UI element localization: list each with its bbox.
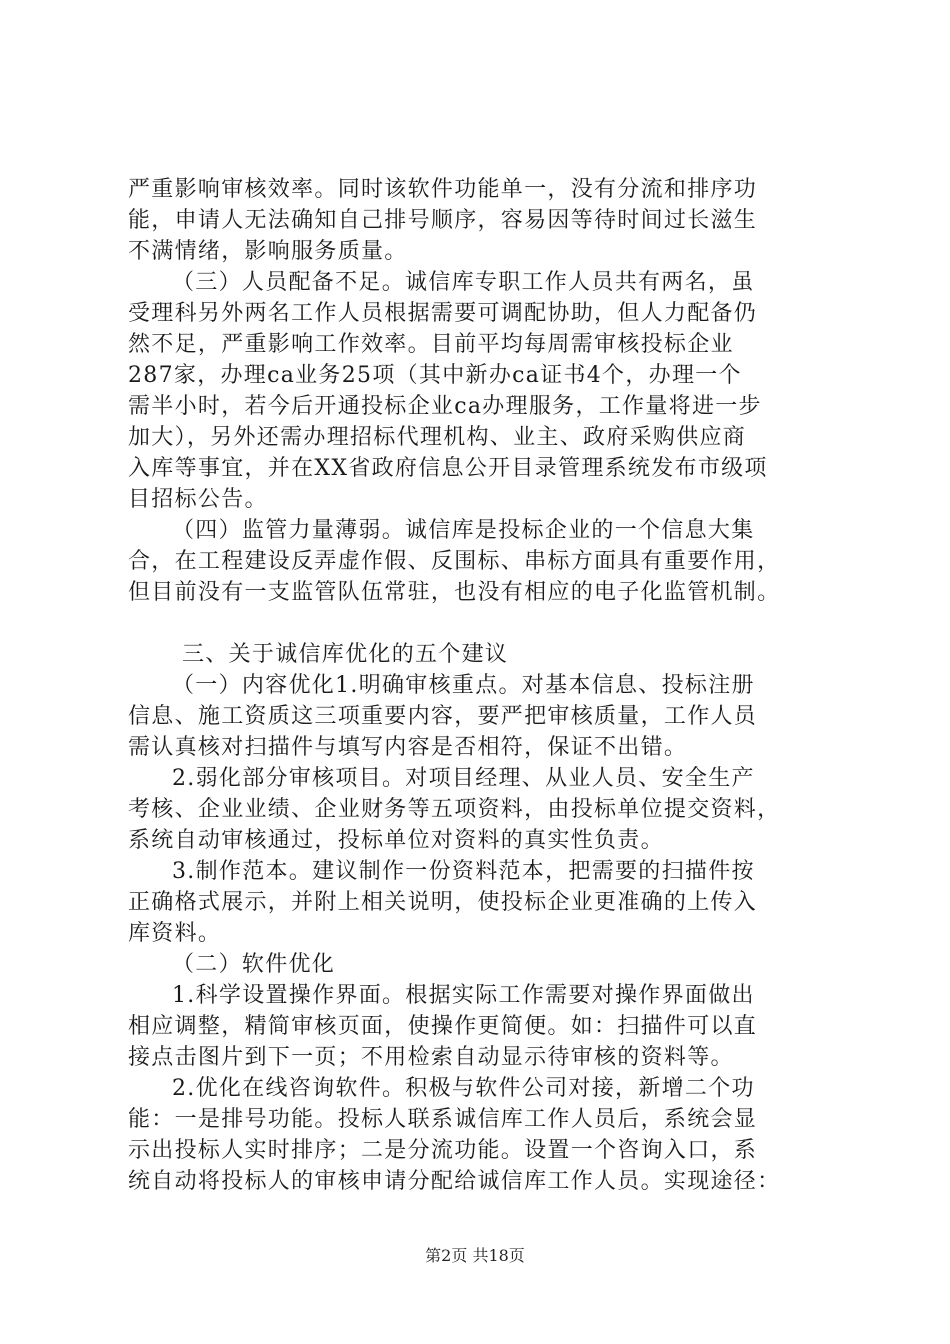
paragraph-line: 考核、企业业绩、企业财务等五项资料，由投标单位提交资料， xyxy=(128,797,781,822)
paragraph-line: 系统自动审核通过，投标单位对资料的真实性负责。 xyxy=(128,828,664,853)
paragraph-line: 接点击图片到下一页；不用检索自动显示待审核的资料等。 xyxy=(128,1045,734,1070)
paragraph-line: 受理科另外两名工作人员根据需要可调配协助，但人力配备仍 xyxy=(128,301,758,326)
paragraph-line: 加大），另外还需办理招标代理机构、业主、政府采购供应商 xyxy=(128,425,747,450)
chapter-heading: 三、关于诚信库优化的五个建议 xyxy=(182,642,509,667)
paragraph-line: 需认真核对扫描件与填写内容是否相符，保证不出错。 xyxy=(128,735,688,760)
paragraph-line: 287家，办理ca业务25项（其中新办ca证书4个，办理一个 xyxy=(128,363,742,388)
paragraph-line: 库资料。 xyxy=(128,921,222,946)
paragraph-line: 能：一是排号功能。投标人联系诚信库工作人员后，系统会显 xyxy=(128,1107,758,1132)
list-item-line: 1.科学设置操作界面。根据实际工作需要对操作界面做出 xyxy=(172,983,755,1008)
document-body xyxy=(128,174,848,1197)
paragraph-line: 统自动将投标人的审核申请分配给诚信库工作人员。实现途径： xyxy=(128,1169,781,1194)
page-number-label: 第2页 共18页 xyxy=(425,1246,525,1265)
page-footer xyxy=(0,1246,950,1266)
list-item-line: 2.弱化部分审核项目。对项目经理、从业人员、安全生产 xyxy=(172,766,755,791)
blank-line xyxy=(128,608,848,639)
section-heading-3: （三）人员配备不足。诚信库专职工作人员共有两名，虽 xyxy=(172,270,755,295)
paragraph-line: 示出投标人实时排序；二是分流功能。设置一个咨询入口，系 xyxy=(128,1138,758,1163)
paragraph-line: 入库等事宜，并在XX省政府信息公开目录管理系统发布市级项 xyxy=(128,456,768,481)
paragraph-line: 正确格式展示，并附上相关说明，使投标企业更准确的上传入 xyxy=(128,890,758,915)
paragraph-line: 不满情绪，影响服务质量。 xyxy=(128,239,408,264)
section-heading-1: （一）内容优化1.明确审核重点。对基本信息、投标注册 xyxy=(172,673,755,698)
paragraph-line: 然不足，严重影响工作效率。目前平均每周需审核投标企业 xyxy=(128,332,734,357)
paragraph-line: 但目前没有一支监管队伍常驻，也没有相应的电子化监管机制。 xyxy=(128,580,781,605)
list-item-line: 3.制作范本。建议制作一份资料范本，把需要的扫描件按 xyxy=(172,859,755,884)
paragraph-line: 能，申请人无法确知自己排号顺序，容易因等待时间过长滋生 xyxy=(128,208,758,233)
paragraph-line: 相应调整，精简审核页面，使操作更简便。如：扫描件可以直 xyxy=(128,1014,758,1039)
section-heading-2: （二）软件优化 xyxy=(172,952,336,977)
paragraph-line: 目招标公告。 xyxy=(128,487,268,512)
paragraph-line: 信息、施工资质这三项重要内容，要严把审核质量，工作人员 xyxy=(128,704,758,729)
paragraph-line: 严重影响审核效率。同时该软件功能单一，没有分流和排序功 xyxy=(128,177,758,202)
paragraph-line: 需半小时，若今后开通投标企业ca办理服务，工作量将进一步 xyxy=(128,394,762,419)
list-item-line: 2.优化在线咨询软件。积极与软件公司对接，新增二个功 xyxy=(172,1076,755,1101)
section-heading-4: （四）监管力量薄弱。诚信库是投标企业的一个信息大集 xyxy=(172,518,755,543)
paragraph-line: 合，在工程建设反弄虚作假、反围标、串标方面具有重要作用， xyxy=(128,549,781,574)
